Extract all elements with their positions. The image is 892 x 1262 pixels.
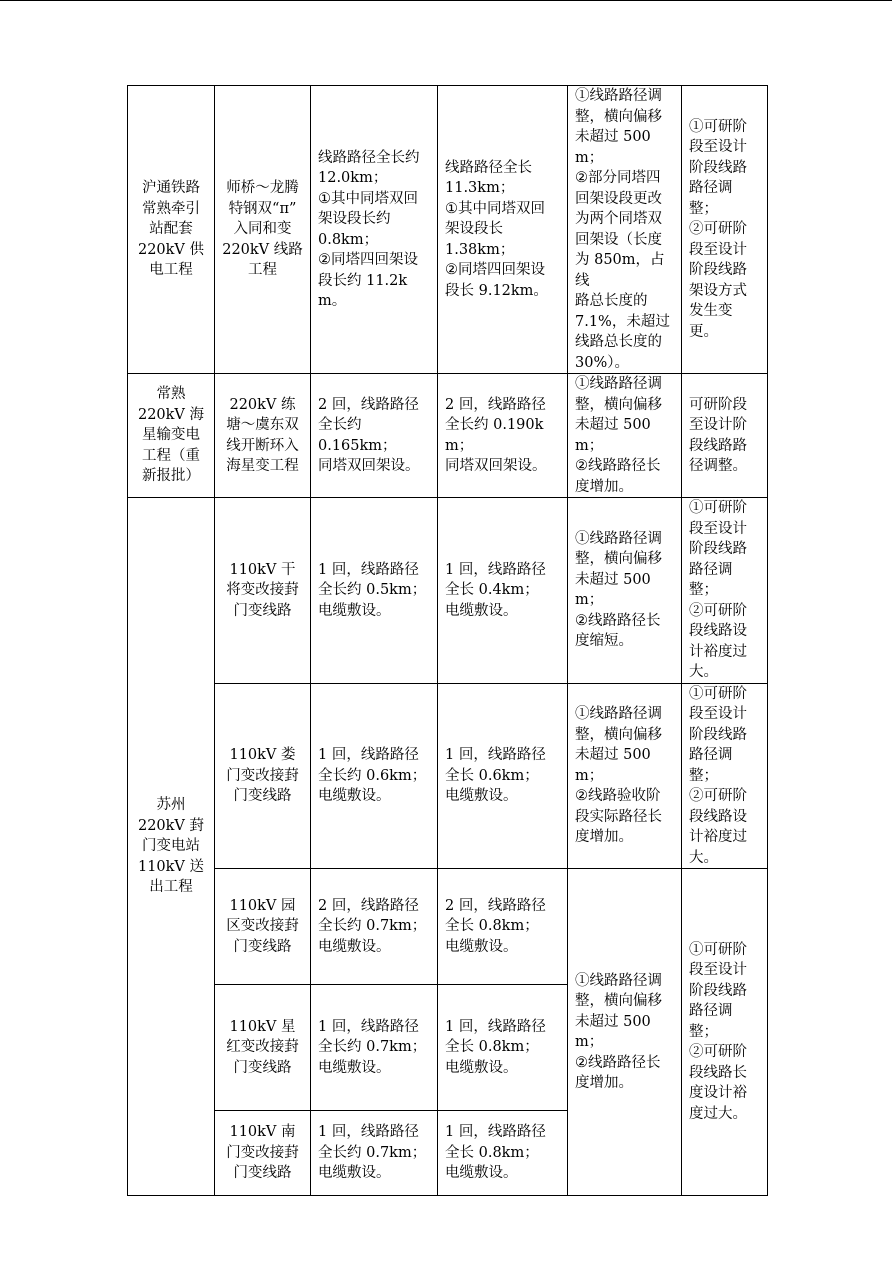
- table-row: [128, 498, 768, 684]
- design-scale-cell: 1 回，线路路径 全长 0.6km； 电缆敷设。: [438, 683, 568, 869]
- project-name-cell: 沪通铁路 常熟牵引 站配套 220kV 供 电工程: [128, 86, 215, 374]
- line-name-cell: 师桥～龙腾 特钢双“π” 入同和变 220kV 线路 工程: [215, 86, 311, 374]
- change-description-cell: ①线路路径调 整，横向偏移 未超过 500m； ②线路验收阶 段实际路径长 度增加。: [568, 683, 682, 869]
- design-scale-cell: 1 回，线路路径 全长 0.8km； 电缆敷设。: [438, 1111, 568, 1196]
- change-description-cell: ①线路路径调 整，横向偏移 未超过 500m； ②线路路径长 度缩短。: [568, 498, 682, 684]
- change-reason-cell: ①可研阶 段至设计 阶段线路 路径调 整； ②可研阶 段线路长 度设计裕 度过大。: [682, 869, 768, 1196]
- line-name-cell: 110kV 娄 门变改接葑 门变线路: [215, 683, 311, 869]
- table-row: [128, 869, 768, 985]
- feasibility-scale-cell: 1 回，线路路径 全长约 0.7km； 电缆敷设。: [311, 985, 438, 1111]
- project-name-cell: 苏州 220kV 葑 门变电站 110kV 送 出工程: [128, 498, 215, 1196]
- change-reason-cell: ①可研阶 段至设计 阶段线路 路径调 整； ②可研阶 段线路设 计裕度过 大。: [682, 498, 768, 684]
- change-description-cell: ①线路路径调 整，横向偏移 未超过 500m； ②线路路径长 度增加。: [568, 869, 682, 1196]
- design-scale-cell: 线路路径全长 11.3km； ①其中同塔双回 架设段长 1.38km； ②同塔四回架设 段长 9.12km。: [438, 86, 568, 374]
- change-description-cell: ①线路路径调 整，横向偏移 未超过 500m； ②线路路径长 度增加。: [568, 374, 682, 498]
- change-reason-cell: ①可研阶 段至设计 阶段线路 路径调 整； ②可研阶 段线路设 计裕度过 大。: [682, 683, 768, 869]
- line-name-cell: 110kV 干 将变改接葑 门变线路: [215, 498, 311, 684]
- design-scale-cell: 2 回，线路路径 全长约 0.190km； 同塔双回架设。: [438, 374, 568, 498]
- table-row: [128, 86, 768, 374]
- line-name-cell: 110kV 园 区变改接葑 门变线路: [215, 869, 311, 985]
- feasibility-scale-cell: 线路路径全长约 12.0km； ①其中同塔双回 架设段长约 0.8km； ②同塔四回架设 段长约 11.2km。: [311, 86, 438, 374]
- design-scale-cell: 2 回，线路路径 全长 0.8km； 电缆敷设。: [438, 869, 568, 985]
- line-name-cell: 110kV 星 红变改接葑 门变线路: [215, 985, 311, 1111]
- table-row: [128, 374, 768, 498]
- feasibility-scale-cell: 1 回，线路路径 全长约 0.5km； 电缆敷设。: [311, 498, 438, 684]
- table-row: [128, 683, 768, 869]
- page-top-border: [0, 0, 892, 1]
- feasibility-scale-cell: 2 回，线路路径 全长约 0.7km； 电缆敷设。: [311, 869, 438, 985]
- change-description-cell: ①线路路径调 整，横向偏移 未超过 500m； ②部分同塔四 回架设段更改 为两个同塔双 回架设（长度 为 850m，占线 路总长度的 7.1%，未超过 线路总长度的 30%）。: [568, 86, 682, 374]
- design-scale-cell: 1 回，线路路径 全长 0.8km； 电缆敷设。: [438, 985, 568, 1111]
- feasibility-scale-cell: 1 回，线路路径 全长约 0.7km； 电缆敷设。: [311, 1111, 438, 1196]
- design-scale-cell: 1 回，线路路径 全长 0.4km； 电缆敷设。: [438, 498, 568, 684]
- line-name-cell: 110kV 南 门变改接葑 门变线路: [215, 1111, 311, 1196]
- change-reason-cell: ①可研阶 段至设计 阶段线路 路径调 整； ②可研阶 段至设计 阶段线路 架设方式 发生变 更。: [682, 86, 768, 374]
- line-name-cell: 220kV 练 塘～虞东双 线开断环入 海星变工程: [215, 374, 311, 498]
- feasibility-scale-cell: 2 回，线路路径 全长约 0.165km； 同塔双回架设。: [311, 374, 438, 498]
- change-reason-cell: 可研阶段 至设计阶 段线路路 径调整。: [682, 374, 768, 498]
- route-change-table: [127, 85, 768, 1196]
- feasibility-scale-cell: 1 回，线路路径 全长约 0.6km； 电缆敷设。: [311, 683, 438, 869]
- project-name-cell: 常熟 220kV 海 星输变电 工程（重 新报批）: [128, 374, 215, 498]
